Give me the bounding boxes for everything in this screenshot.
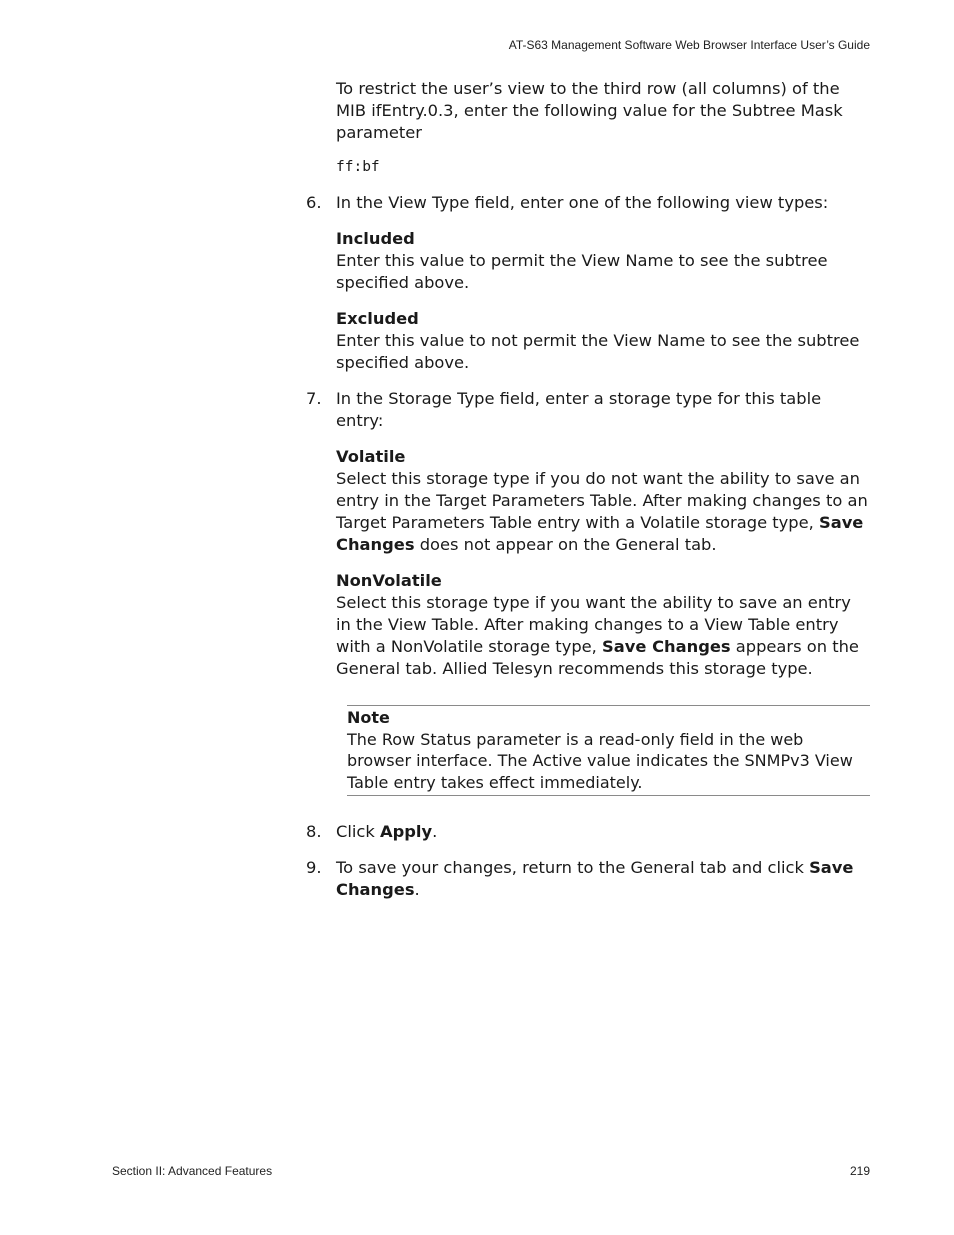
save-changes-bold: Save Changes <box>602 637 731 656</box>
step-text: In the View Type field, enter one of the following view types: <box>336 193 829 212</box>
step-text-part: To save your changes, return to the General tab and click <box>336 858 810 877</box>
footer-section: Section II: Advanced Features <box>112 1164 273 1178</box>
page-content <box>306 78 870 915</box>
note-title: Note <box>347 708 390 727</box>
definition-description <box>336 468 870 556</box>
step-number: 6. <box>306 193 322 212</box>
description-text: appears on the General tab. Allied Telesyn recommends this storage type. <box>336 637 859 678</box>
definition-excluded <box>336 308 870 374</box>
running-header: AT-S63 Management Software Web Browser Interface User’s Guide <box>508 38 870 52</box>
step-number: 8. <box>306 822 322 841</box>
step-6 <box>306 192 870 214</box>
description-text: Select this storage type if you want the ability to save an entry in the View Table. After making changes to a View Table entry with a NonVolatile storage type, <box>336 593 851 656</box>
page-number: 219 <box>849 1164 870 1178</box>
step-7 <box>306 388 870 432</box>
step-9 <box>306 857 870 901</box>
definition-nonvolatile <box>336 570 870 680</box>
subtree-mask-code: ff:bf <box>336 159 380 175</box>
step-8 <box>306 821 870 843</box>
definition-description: Enter this value to permit the View Name to see the subtree specified above. <box>336 251 828 292</box>
save-changes-bold: Save Changes <box>336 513 864 554</box>
description-text: Select this storage type if you do not want the ability to save an entry in the Target Parameters Table. After making changes to an Target Parameters Table entry with a Volatile storage type, <box>336 469 868 532</box>
note-text: The Row Status parameter is a read-only field in the web browser interface. The Active value indicates the SNMPv3 View Table entry takes effect immediately. <box>347 729 853 792</box>
running-footer <box>112 1164 870 1178</box>
step-text: In the Storage Type field, enter a storage type for this table entry: <box>336 389 822 430</box>
description-text: does not appear on the General tab. <box>414 535 717 554</box>
definition-included <box>336 228 870 294</box>
step-number: 9. <box>306 858 322 877</box>
note-box <box>347 705 870 796</box>
definition-volatile <box>336 446 870 556</box>
step-number: 7. <box>306 389 322 408</box>
definition-term: Included <box>336 229 415 248</box>
definition-description <box>336 592 870 680</box>
step-text <box>336 858 853 899</box>
definition-term: Excluded <box>336 309 419 328</box>
step-text-part: . <box>432 822 438 841</box>
save-changes-bold: Save Changes <box>336 858 854 899</box>
intro-paragraph: To restrict the user’s view to the third row (all columns) of the MIB ifEntry.0.3, enter the following value for the Subtree Mask parameter <box>336 79 843 142</box>
step-text-part: . <box>414 880 420 899</box>
definition-term: Volatile <box>336 447 406 466</box>
step-text <box>336 822 437 841</box>
definition-term: NonVolatile <box>336 571 442 590</box>
definition-description: Enter this value to not permit the View Name to see the subtree specified above. <box>336 331 860 372</box>
apply-bold: Apply <box>379 822 433 841</box>
step-text-part: Click <box>336 822 380 841</box>
